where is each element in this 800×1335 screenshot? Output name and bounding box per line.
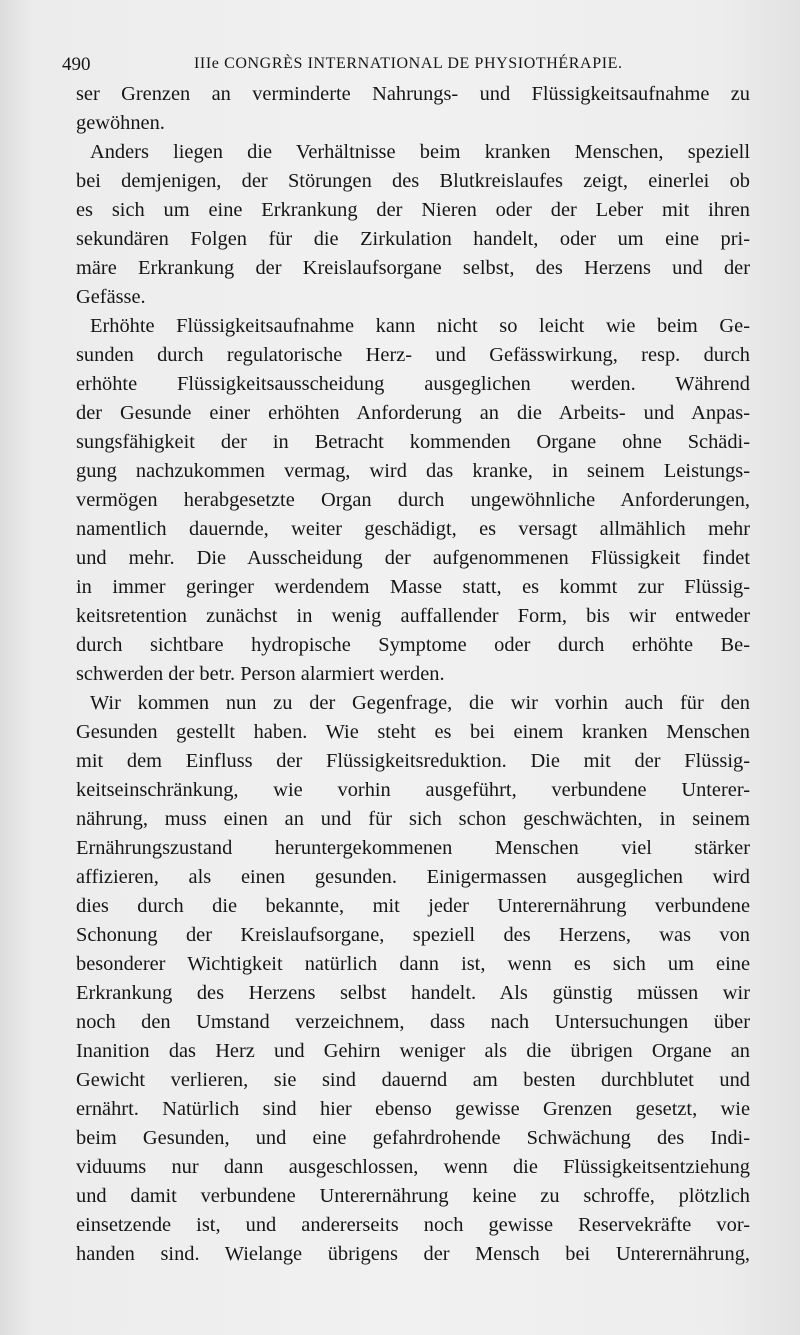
text-line: namentlich dauernde, weiter geschädigt, es versagt allmählich mehr <box>76 518 750 540</box>
text-line: und damit verbundene Unterernährung keine zu schroffe, plötzlich <box>76 1185 750 1207</box>
running-head: IIIe CONGRÈS INTERNATIONAL DE PHYSIOTHÉRAPIE. <box>194 55 623 72</box>
text-line: noch den Umstand verzeichnem, dass nach Untersuchungen über <box>76 1011 750 1033</box>
text-line: Inanition das Herz und Gehirn weniger als die übrigen Organe an <box>76 1040 750 1062</box>
text-line: keitseinschränkung, wie vorhin ausgeführt, verbundene Unterer- <box>76 779 750 801</box>
text-line: erhöhte Flüssigkeitsausscheidung ausgeglichen werden. Während <box>76 373 750 395</box>
page-number: 490 <box>62 54 91 75</box>
text-line: schwerden der betr. Person alarmiert werden. <box>76 663 445 685</box>
text-line: ser Grenzen an verminderte Nahrungs- und Flüssigkeitsaufnahme zu <box>76 83 750 105</box>
text-line: vermögen herabgesetzte Organ durch ungewöhnliche Anforderungen, <box>76 489 750 511</box>
text-line: sunden durch regulatorische Herz- und Gefässwirkung, resp. durch <box>76 344 750 366</box>
body-text <box>76 80 750 1269</box>
text-line: nährung, muss einen an und für sich schon geschwächten, in seinem <box>76 808 750 830</box>
text-line: Gefässe. <box>76 286 146 308</box>
paragraph-start-line: Anders liegen die Verhältnisse beim kranken Menschen, speziell <box>90 141 750 163</box>
text-line: sekundären Folgen für die Zirkulation handelt, oder um eine pri- <box>76 228 750 250</box>
text-line: sungsfähigkeit der in Betracht kommenden Organe ohne Schädi- <box>76 431 750 453</box>
text-line: durch sichtbare hydropische Symptome oder durch erhöhte Be- <box>76 634 750 656</box>
text-line: keitsretention zunächst in wenig auffallender Form, bis wir entweder <box>76 605 750 627</box>
text-line: gung nachzukommen vermag, wird das kranke, in seinem Leistungs- <box>76 460 750 482</box>
paragraph-start-line: Wir kommen nun zu der Gegenfrage, die wir vorhin auch für den <box>90 692 750 714</box>
text-line: Gesunden gestellt haben. Wie steht es bei einem kranken Menschen <box>76 721 750 743</box>
text-line: dies durch die bekannte, mit jeder Unterernährung verbundene <box>76 895 750 917</box>
text-line: viduums nur dann ausgeschlossen, wenn die Flüssigkeitsentziehung <box>76 1156 750 1178</box>
paragraph-start-line: Erhöhte Flüssigkeitsaufnahme kann nicht so leicht wie beim Ge- <box>90 315 750 337</box>
text-line: bei demjenigen, der Störungen des Blutkreislaufes zeigt, einerlei ob <box>76 170 750 192</box>
text-line: affizieren, als einen gesunden. Einigermassen ausgeglichen wird <box>76 866 750 888</box>
text-line: beim Gesunden, und eine gefahrdrohende Schwächung des Indi- <box>76 1127 750 1149</box>
text-line: der Gesunde einer erhöhten Anforderung an die Arbeits- und Anpas- <box>76 402 750 424</box>
text-line: Ernährungszustand heruntergekommenen Menschen viel stärker <box>76 837 750 859</box>
text-line: besonderer Wichtigkeit natürlich dann ist, wenn es sich um eine <box>76 953 750 975</box>
page-header <box>62 50 762 80</box>
text-line: ernährt. Natürlich sind hier ebenso gewisse Grenzen gesetzt, wie <box>76 1098 750 1120</box>
text-line: märe Erkrankung der Kreislaufsorgane selbst, des Herzens und der <box>76 257 750 279</box>
text-line: Erkrankung des Herzens selbst handelt. Als günstig müssen wir <box>76 982 750 1004</box>
text-line: gewöhnen. <box>76 112 165 134</box>
text-line: in immer geringer werdendem Masse statt, es kommt zur Flüssig- <box>76 576 750 598</box>
text-line: handen sind. Wielange übrigens der Mensch bei Unterernährung, <box>76 1243 750 1265</box>
text-line: einsetzende ist, und andererseits noch gewisse Reservekräfte vor- <box>76 1214 750 1236</box>
text-line: Gewicht verlieren, sie sind dauernd am besten durchblutet und <box>76 1069 750 1091</box>
text-line: es sich um eine Erkrankung der Nieren oder der Leber mit ihren <box>76 199 750 221</box>
text-line: und mehr. Die Ausscheidung der aufgenommenen Flüssigkeit findet <box>76 547 750 569</box>
text-line: Schonung der Kreislaufsorgane, speziell des Herzens, was von <box>76 924 750 946</box>
text-line: mit dem Einfluss der Flüssigkeitsreduktion. Die mit der Flüssig- <box>76 750 750 772</box>
